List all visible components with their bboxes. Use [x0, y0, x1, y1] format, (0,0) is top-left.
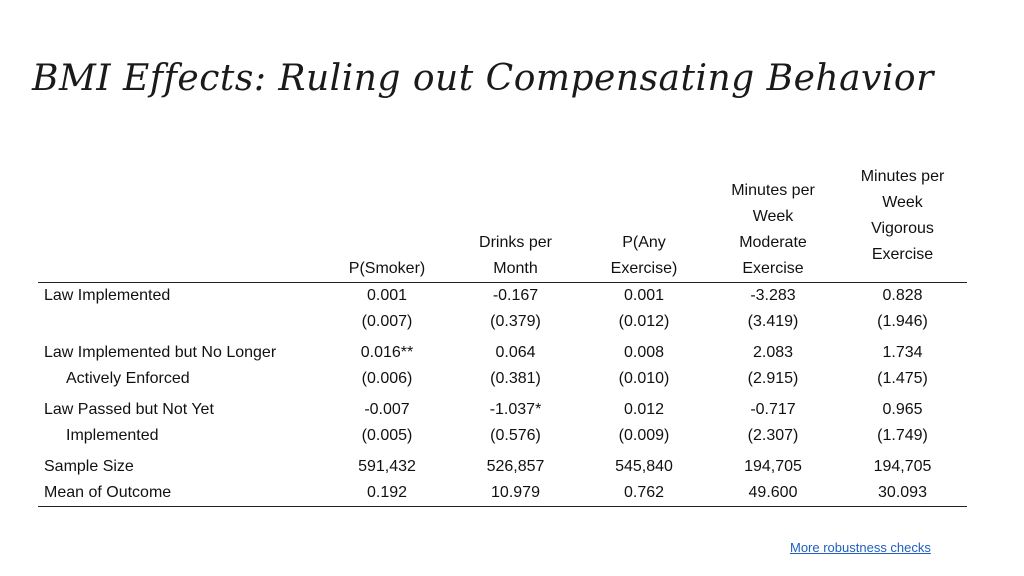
coef-cell: -0.167: [492, 287, 539, 304]
coef-cell: 0.016**: [360, 344, 414, 361]
value-cell: 49.600: [748, 484, 798, 501]
robustness-checks-link[interactable]: More robustness checks: [790, 540, 931, 555]
se-cell: (2.307): [747, 427, 799, 444]
se-cell: (0.010): [618, 370, 670, 387]
value-cell: 0.762: [623, 484, 665, 501]
se-cell: (0.012): [618, 313, 670, 330]
coef-cell: 0.001: [623, 287, 665, 304]
header-empty: [38, 164, 323, 283]
se-cell: (0.576): [490, 427, 541, 444]
value-cell: 0.192: [366, 484, 408, 501]
header-moderate-exercise: Minutes per Week Moderate Exercise: [731, 182, 815, 277]
se-cell: (0.009): [618, 427, 670, 444]
header-row: [38, 164, 967, 283]
coef-cell: 0.001: [366, 287, 408, 304]
coef-cell: 0.008: [623, 344, 665, 361]
row-label: Law Implemented: [44, 287, 171, 304]
se-cell: (3.419): [747, 313, 799, 330]
coef-cell: -1.037*: [489, 401, 542, 418]
value-cell: 194,705: [873, 458, 932, 475]
header-vigorous-exercise: Minutes per Week Vigorous Exercise: [860, 168, 945, 263]
value-cell: 10.979: [491, 484, 540, 501]
value-cell: 30.093: [878, 484, 927, 501]
value-cell: 526,857: [486, 458, 545, 475]
table-row: [38, 423, 967, 454]
row-label-cont: Implemented: [66, 427, 159, 444]
coef-cell: -3.283: [750, 287, 796, 304]
row-label: Law Passed but Not Yet: [44, 401, 214, 418]
coef-cell: 0.064: [495, 344, 536, 361]
sample-size-row: [38, 454, 967, 480]
se-cell: (0.379): [490, 313, 541, 330]
coef-cell: -0.007: [364, 401, 410, 418]
table-row: [38, 340, 967, 366]
table-row: [38, 283, 967, 310]
row-label: Mean of Outcome: [44, 484, 172, 501]
value-cell: 545,840: [615, 458, 673, 475]
row-label-cont: Actively Enforced: [66, 370, 190, 387]
coef-cell: 0.828: [882, 287, 923, 304]
row-label-cont: [38, 309, 323, 340]
row-label: Sample Size: [44, 458, 134, 475]
regression-table: [38, 164, 967, 507]
coef-cell: 1.734: [882, 344, 923, 361]
table-row: [38, 366, 967, 397]
se-cell: (0.007): [361, 313, 413, 330]
coef-cell: 0.965: [882, 401, 923, 418]
slide-title: BMI Effects: Ruling out Compensating Behavior: [32, 58, 934, 99]
se-cell: (0.005): [361, 427, 413, 444]
coef-cell: -0.717: [750, 401, 796, 418]
row-label: Law Implemented but No Longer: [44, 344, 277, 361]
value-cell: 591,432: [358, 458, 416, 475]
header-drinks-per-month: Drinks per Month: [479, 234, 552, 277]
se-cell: (2.915): [747, 370, 799, 387]
table-row: [38, 309, 967, 340]
coef-cell: 2.083: [752, 344, 794, 361]
se-cell: (0.381): [490, 370, 541, 387]
header-p-any-exercise: P(Any Exercise): [610, 234, 678, 277]
se-cell: (0.006): [361, 370, 413, 387]
header-p-smoker: P(Smoker): [348, 260, 426, 277]
value-cell: 194,705: [744, 458, 802, 475]
table-row: [38, 397, 967, 423]
mean-outcome-row: [38, 480, 967, 507]
se-cell: (1.749): [877, 427, 928, 444]
se-cell: (1.946): [877, 313, 928, 330]
coef-cell: 0.012: [623, 401, 665, 418]
se-cell: (1.475): [877, 370, 928, 387]
